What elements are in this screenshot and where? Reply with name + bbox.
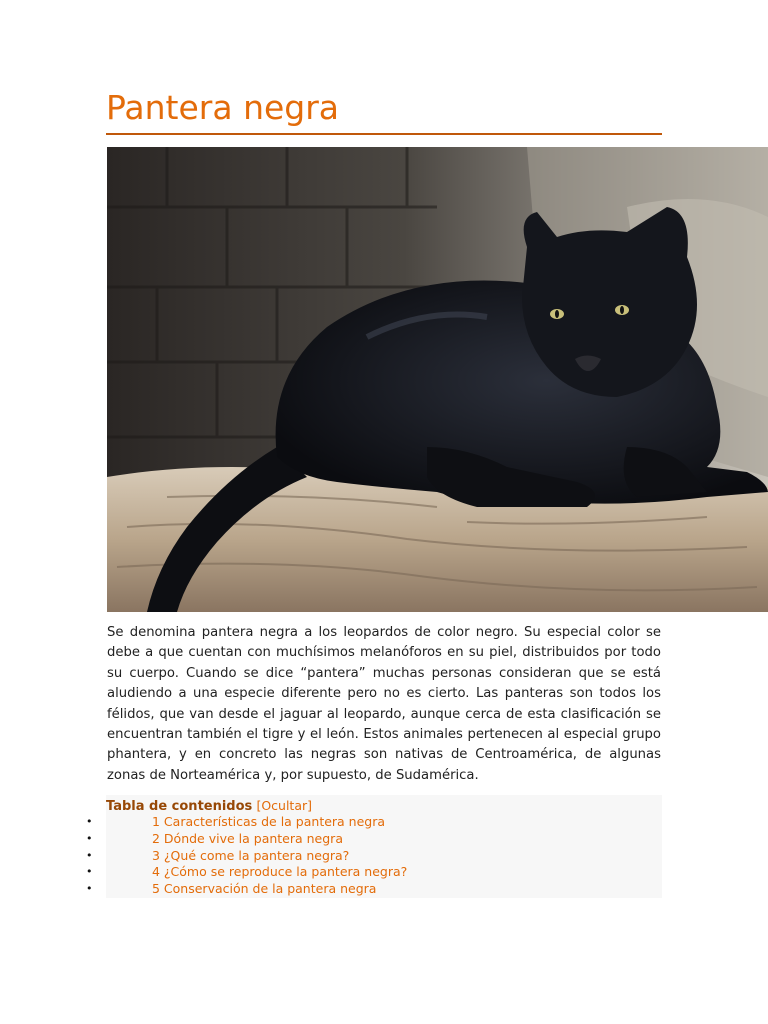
page-title: Pantera negra	[106, 86, 662, 135]
intro-paragraph: Se denomina pantera negra a los leopardos de color negro. Su especial color se debe a que cuentan con muchísimos melanóforos en su piel, distribuidos por todo su cuerpo. Cuando se dice “pantera” muchas personas consideran que se está aludiendo a una especie diferente pero no es cierto. Las panteras son todos los félidos, que van desde el jaguar al leopardo, aunque cerca de esta clasificación se encuentran también el tigre y el león. Estos animales pertenecen al especial grupo phantera, y en concreto las negras son nativas de Centroamérica, de algunas zonas de Norteamérica y, por supuesto, de Sudamérica.	[107, 625, 661, 783]
toc-link-que-come[interactable]: 3 ¿Qué come la pantera negra?	[152, 847, 350, 863]
bullet-icon: •	[86, 865, 93, 879]
toc-link-conservacion[interactable]: 5 Conservación de la pantera negra	[152, 881, 377, 897]
toc-link-reproduce[interactable]: 4 ¿Cómo se reproduce la pantera negra?	[152, 864, 408, 880]
toc-hide-toggle[interactable]: [Ocultar]	[256, 798, 312, 813]
toc-link-donde-vive[interactable]: 2 Dónde vive la pantera negra	[152, 830, 343, 846]
toc-link-caracteristicas[interactable]: 1 Características de la pantera negra	[152, 814, 386, 829]
bullet-icon: •	[86, 882, 93, 896]
black-panther-photo	[107, 147, 768, 612]
table-of-contents	[86, 795, 662, 898]
toc-title: Tabla de contenidos	[106, 799, 253, 814]
bullet-icon: •	[86, 831, 93, 845]
bullet-icon: •	[86, 815, 93, 828]
bullet-icon: •	[86, 848, 93, 862]
